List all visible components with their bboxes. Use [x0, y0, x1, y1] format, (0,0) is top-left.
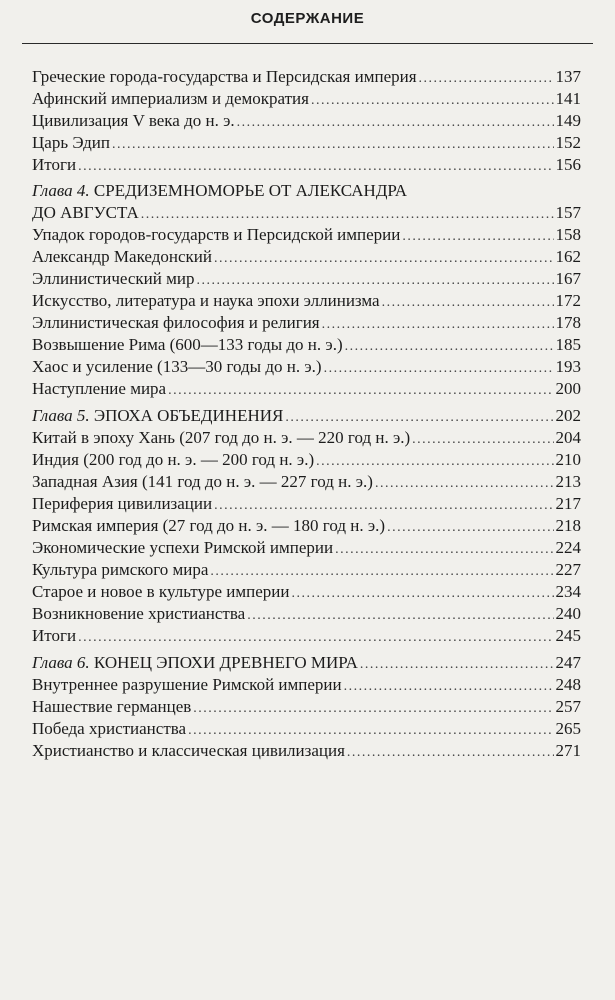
toc-entry[interactable]	[32, 625, 581, 647]
toc-entry[interactable]	[32, 110, 581, 132]
toc-entry[interactable]	[32, 356, 581, 378]
entry-page: 265	[555, 719, 581, 738]
toc-entry[interactable]	[32, 66, 581, 88]
dot-leader	[141, 204, 554, 226]
entry-title: Внутреннее разрушение Римской империи	[32, 675, 342, 694]
entry-title: Китай в эпоху Хань (207 год до н. э. — 220 год н. э.)	[32, 428, 411, 447]
chapter-6-heading[interactable]	[32, 652, 581, 674]
dot-leader	[360, 654, 554, 676]
entry-page: 172	[555, 291, 581, 310]
dot-leader	[344, 676, 554, 698]
dot-leader	[285, 407, 553, 429]
chapter-page: 157	[555, 203, 581, 222]
chapter-page: 202	[555, 406, 581, 425]
toc-entry[interactable]	[32, 290, 581, 312]
entry-page: 271	[555, 741, 581, 760]
entry-page: 213	[555, 472, 581, 491]
entry-page: 152	[555, 133, 581, 152]
entry-title: Итоги	[32, 155, 77, 174]
dot-leader	[193, 698, 553, 720]
dot-leader	[112, 134, 554, 156]
entry-page: 178	[555, 313, 581, 332]
entry-title: Цивилизация V века до н. э.	[32, 111, 235, 130]
chapter-5-heading[interactable]	[32, 405, 581, 427]
chapter-heading-text	[32, 652, 358, 674]
toc-entry[interactable]	[32, 88, 581, 110]
toc-entry[interactable]	[32, 154, 581, 176]
entry-title: Эллинистическая философия и религия	[32, 313, 320, 332]
entry-page: 193	[555, 357, 581, 376]
dot-leader	[402, 226, 553, 248]
dot-leader	[210, 561, 553, 583]
entry-page: 248	[555, 675, 581, 694]
dot-leader	[247, 605, 553, 627]
chapter-4-heading-line2[interactable]	[32, 202, 581, 224]
entry-page: 158	[555, 225, 581, 244]
entry-title: Победа христианства	[32, 719, 187, 738]
dot-leader	[188, 720, 553, 742]
dot-leader	[311, 90, 554, 112]
entry-title: Христианство и классическая цивилизация	[32, 741, 345, 760]
entry-title: Искусство, литература и наука эпохи эллинизма	[32, 291, 380, 310]
chapter-title: СРЕДИЗЕМНОМОРЬЕ ОТ АЛЕКСАНДРА	[89, 181, 407, 200]
toc-entry[interactable]	[32, 718, 581, 740]
entry-page: 245	[555, 626, 581, 645]
entry-page: 217	[555, 494, 581, 513]
toc-entry[interactable]	[32, 427, 581, 449]
toc-entry[interactable]	[32, 268, 581, 290]
entry-page: 137	[555, 67, 581, 86]
entry-title: Итоги	[32, 626, 77, 645]
toc-entry[interactable]	[32, 334, 581, 356]
toc-entry[interactable]	[32, 493, 581, 515]
entry-title: Возвышение Рима (600—133 годы до н. э.)	[32, 335, 343, 354]
chapter-label: Глава 5.	[32, 406, 90, 425]
toc-entry[interactable]	[32, 696, 581, 718]
chapter-title-cont: ДО АВГУСТА	[32, 203, 139, 222]
dot-leader	[324, 358, 554, 380]
entry-page: 141	[555, 89, 581, 108]
entry-page: 185	[555, 335, 581, 354]
toc-entry[interactable]	[32, 449, 581, 471]
entry-page: 234	[555, 582, 581, 601]
chapter-page: 247	[555, 653, 581, 672]
dot-leader	[292, 583, 554, 605]
entry-title: Периферия цивилизации	[32, 494, 213, 513]
dot-leader	[196, 270, 553, 292]
entry-page: 210	[555, 450, 581, 469]
entry-page: 200	[555, 379, 581, 398]
entry-title: Римская империя (27 год до н. э. — 180 год н. э.)	[32, 516, 386, 535]
toc-entry[interactable]	[32, 132, 581, 154]
entry-title: Хаос и усиление (133—30 годы до н. э.)	[32, 357, 322, 376]
entry-title: Эллинистический мир	[32, 269, 195, 288]
dot-leader	[237, 112, 554, 134]
dot-leader	[382, 292, 554, 314]
chapter-4-heading[interactable]	[32, 180, 407, 202]
chapter-title: КОНЕЦ ЭПОХИ ДРЕВНЕГО МИРА	[89, 653, 358, 672]
dot-leader	[345, 336, 554, 358]
entry-page: 224	[555, 538, 581, 557]
dot-leader	[78, 627, 553, 649]
entry-title: Наступление мира	[32, 379, 167, 398]
page-header: СОДЕРЖАНИЕ	[250, 10, 365, 27]
toc-entry[interactable]	[32, 740, 581, 762]
entry-page: 149	[555, 111, 581, 130]
entry-page: 204	[555, 428, 581, 447]
dot-leader	[168, 380, 553, 402]
dot-leader	[419, 68, 554, 90]
toc-entry[interactable]	[32, 603, 581, 625]
entry-page: 240	[555, 604, 581, 623]
toc-entry[interactable]	[32, 537, 581, 559]
dot-leader	[375, 473, 554, 495]
entry-title: Индия (200 год до н. э. — 200 год н. э.)	[32, 450, 315, 469]
entry-title: Нашествие германцев	[32, 697, 192, 716]
toc-entry[interactable]	[32, 471, 581, 493]
toc-entry[interactable]	[32, 246, 581, 268]
dot-leader	[322, 314, 554, 336]
toc-entry[interactable]	[32, 674, 581, 696]
toc-entry[interactable]	[32, 312, 581, 334]
dot-leader	[214, 495, 553, 517]
entry-title: Царь Эдип	[32, 133, 110, 152]
entry-page: 156	[555, 155, 581, 174]
dot-leader	[214, 248, 553, 270]
entry-title: Александр Македонский	[32, 247, 213, 266]
entry-page: 227	[555, 560, 581, 579]
dot-leader	[316, 451, 553, 473]
entry-title: Старое и новое в культуре империи	[32, 582, 290, 601]
entry-page: 167	[555, 269, 581, 288]
dot-leader	[347, 742, 554, 764]
entry-page: 218	[555, 516, 581, 535]
toc-entry[interactable]	[32, 378, 581, 400]
chapter-label: Глава 4.	[32, 181, 90, 200]
header-divider	[22, 43, 593, 44]
entry-title: Афинский империализм и демократия	[32, 89, 309, 108]
dot-leader	[412, 429, 553, 451]
entry-title: Упадок городов-государств и Персидской империи	[32, 225, 401, 244]
chapter-heading-text	[32, 405, 283, 427]
toc-entry[interactable]	[32, 559, 581, 581]
dot-leader	[78, 156, 553, 178]
entry-title: Возникновение христианства	[32, 604, 246, 623]
chapter-title: ЭПОХА ОБЪЕДИНЕНИЯ	[89, 406, 284, 425]
entry-page: 162	[555, 247, 581, 266]
toc-entry[interactable]	[32, 515, 581, 537]
entry-title: Экономические успехи Римской империи	[32, 538, 334, 557]
dot-leader	[335, 539, 553, 561]
toc-entry[interactable]	[32, 581, 581, 603]
toc-entry[interactable]	[32, 224, 581, 246]
chapter-label: Глава 6.	[32, 653, 90, 672]
entry-title: Западная Азия (141 год до н. э. — 227 год н. э.)	[32, 472, 373, 491]
entry-title: Культура римского мира	[32, 560, 209, 579]
dot-leader	[387, 517, 553, 539]
entry-page: 257	[555, 697, 581, 716]
entry-title: Греческие города-государства и Персидская империя	[32, 67, 417, 86]
